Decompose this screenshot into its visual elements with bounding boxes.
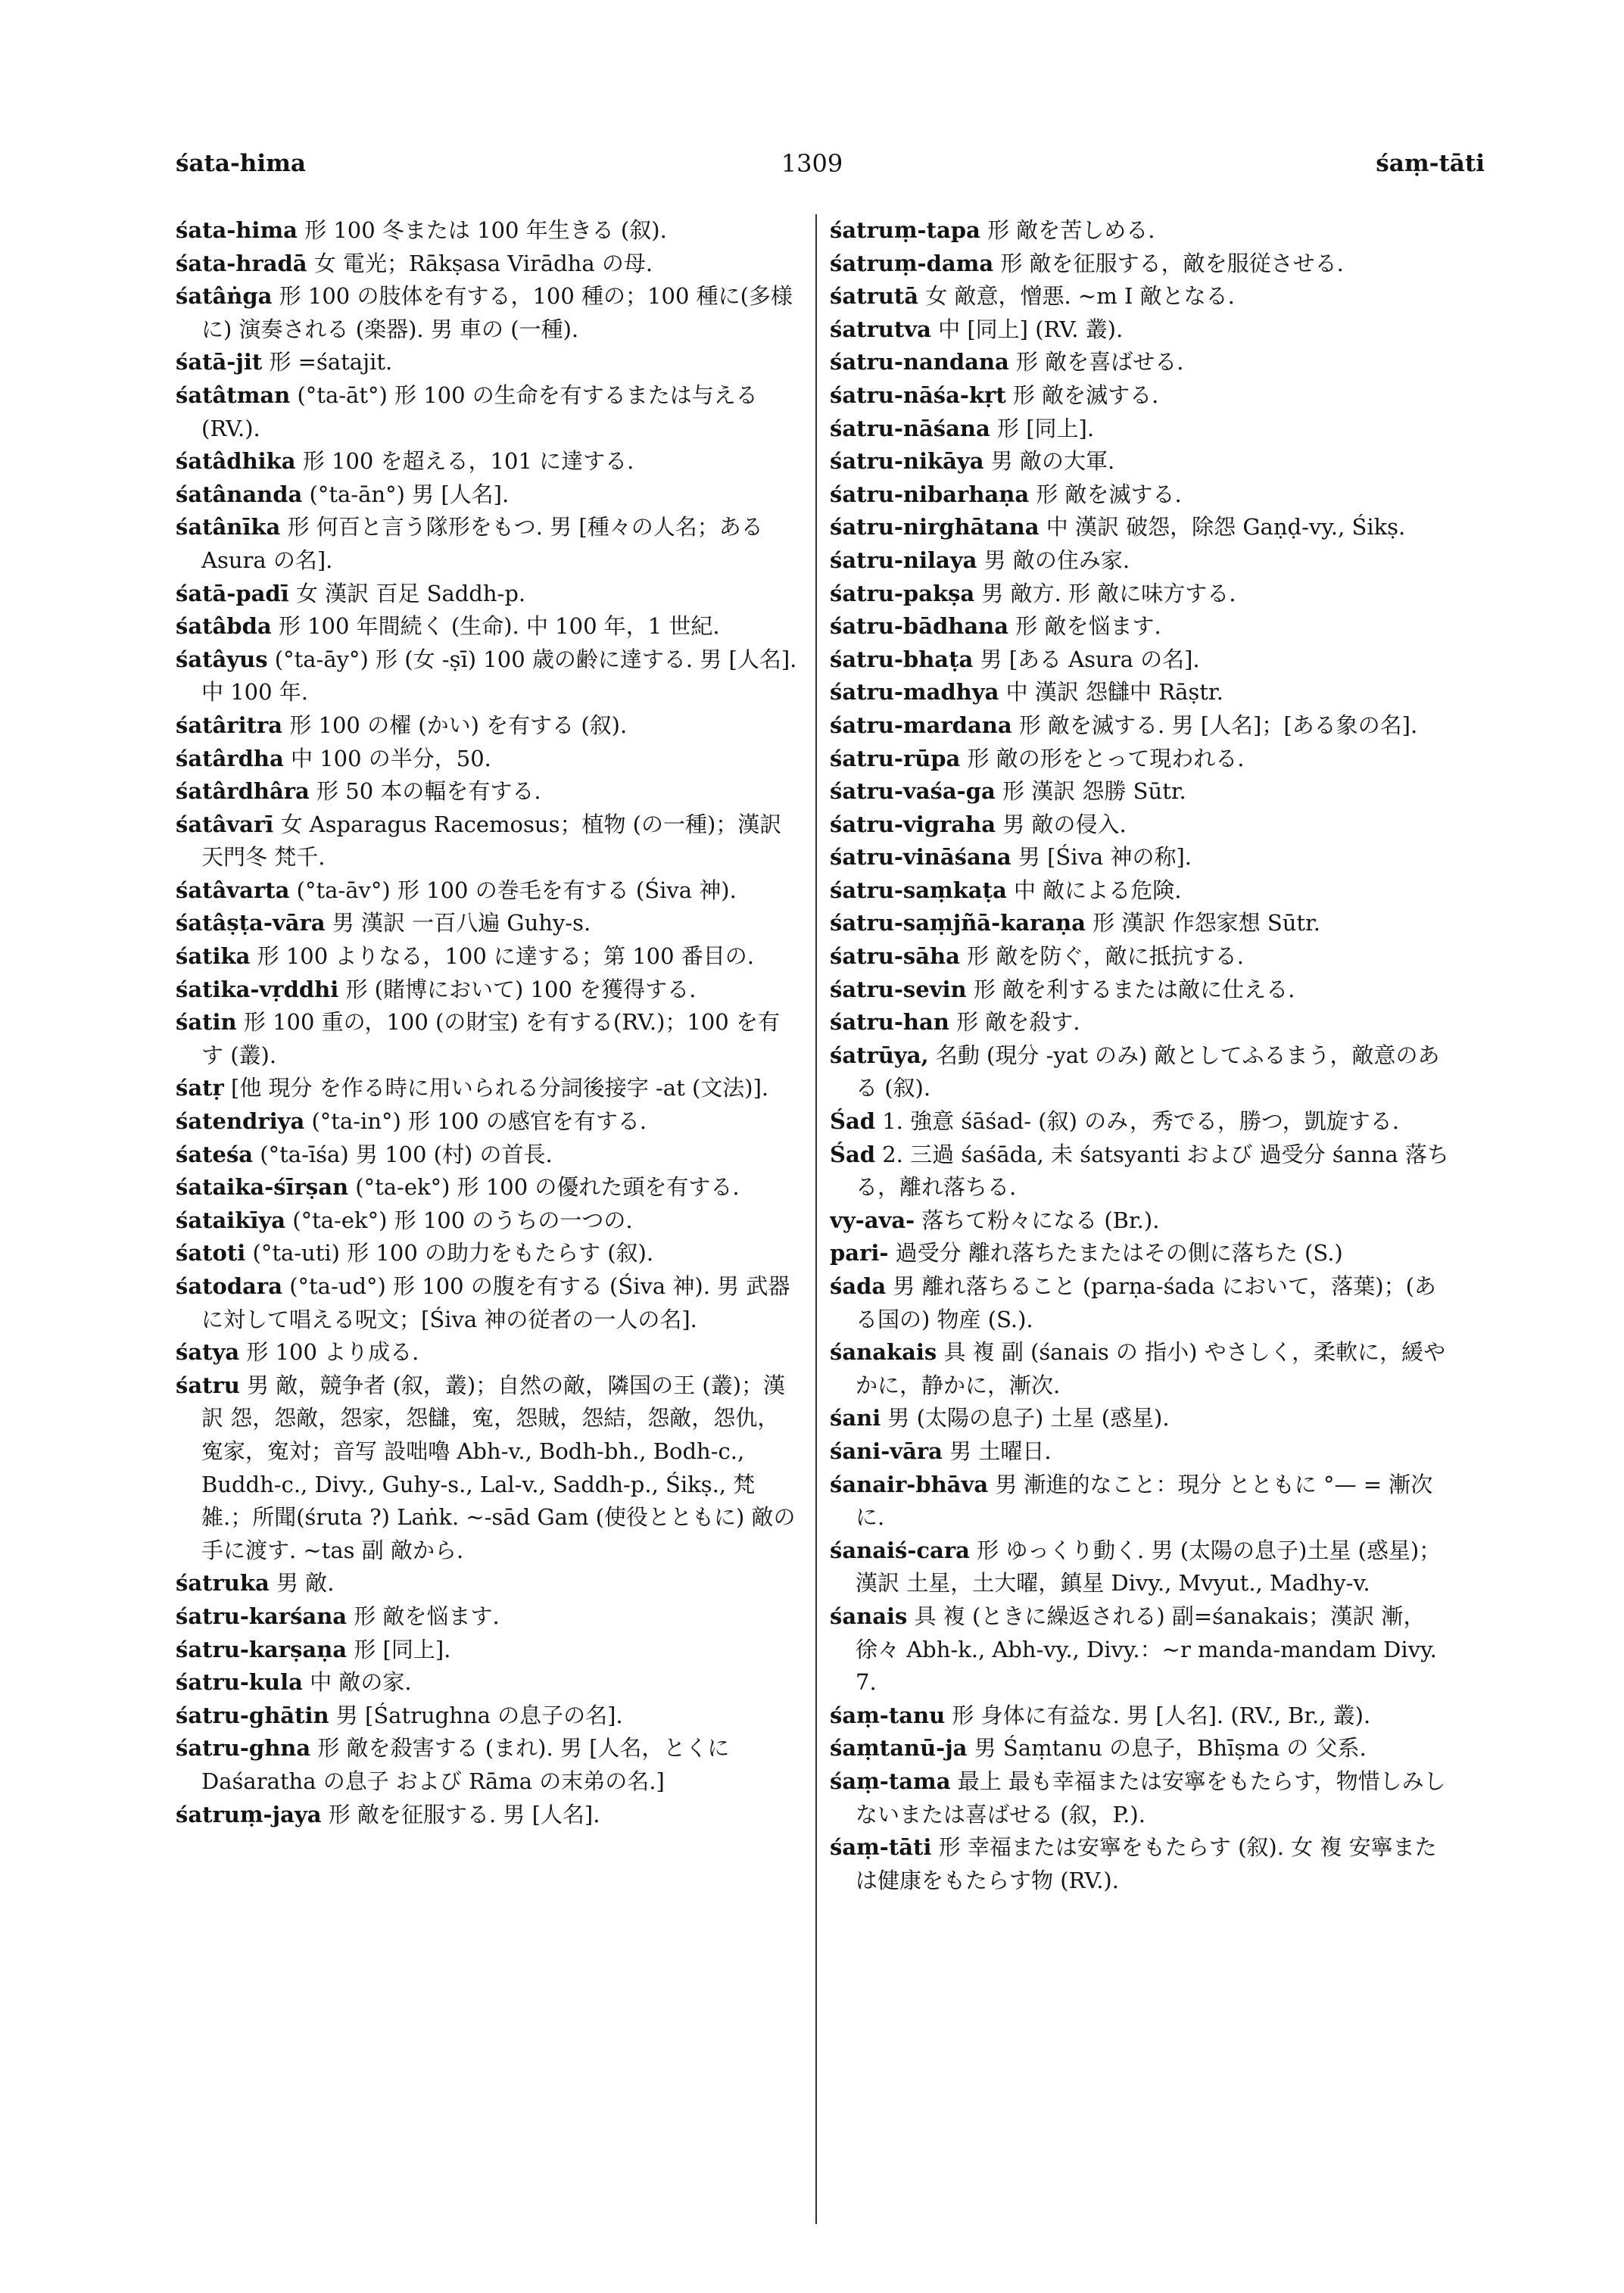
entry-definition: 形 100 よりなる，100 に達する；第 100 番目の.: [250, 943, 755, 970]
dictionary-entry: [176, 248, 801, 281]
entry-headword: śatru-sāha: [830, 943, 960, 970]
entry-definition: (°ta-āt°) 形 100 の生命を有するまたは与える (RV.).: [201, 382, 758, 441]
column-divider: [815, 214, 817, 2224]
entry-definition: 形 敵を征服する. 男 [人名].: [321, 1801, 600, 1827]
entry-definition: 男 敵の住み家.: [977, 547, 1130, 573]
dictionary-entry: [176, 610, 801, 643]
dictionary-entry: [176, 1072, 801, 1105]
entry-headword: śatru: [176, 1372, 240, 1398]
dictionary-entry: [830, 743, 1457, 776]
dictionary-entry: [176, 1567, 801, 1600]
entry-headword: śatika-vṛddhi: [176, 976, 339, 1002]
entry-definition: (°ta-āv°) 形 100 の巻毛を有する (Śiva 神).: [289, 877, 737, 903]
dictionary-entry: [176, 874, 801, 908]
entry-headword: śatoti: [176, 1240, 246, 1266]
dictionary-entry: [830, 974, 1457, 1007]
dictionary-entry: [176, 1699, 801, 1733]
dictionary-entry: [176, 1105, 801, 1139]
entry-headword: śatru-ghna: [176, 1735, 311, 1762]
dictionary-entry: [176, 346, 801, 379]
dictionary-entry: [176, 214, 801, 248]
entry-definition: 形 敵を滅する.: [1005, 382, 1159, 408]
page-number: 1309: [781, 149, 843, 178]
entry-definition: 形 50 本の輻を有する.: [309, 778, 541, 805]
entry-headword: śatruṃ-dama: [830, 250, 994, 276]
dictionary-entry: [830, 1039, 1457, 1105]
dictionary-entry: [176, 709, 801, 743]
entry-headword: śatru-pakṣa: [830, 580, 975, 606]
dictionary-entry: [830, 346, 1457, 379]
entry-headword: śatâṅga: [176, 283, 273, 310]
entry-headword: śatru-ghātin: [176, 1702, 329, 1728]
dictionary-entry: [176, 1799, 801, 1832]
running-head-right: śaṃ-tāti: [1376, 150, 1485, 177]
dictionary-entry: [176, 1270, 801, 1336]
entry-definition: 形 (賭博において) 100 を獲得する.: [338, 976, 697, 1002]
dictionary-entry: [830, 1139, 1457, 1204]
dictionary-entry: [176, 478, 801, 512]
entry-definition: 形 何百と言う隊形をもつ. 男 [種々の人名；ある Asura の名].: [201, 514, 763, 573]
entry-headword: śatânanda: [176, 481, 303, 507]
dictionary-entry: [830, 413, 1457, 446]
dictionary-entry: [830, 511, 1457, 544]
entry-headword: śatru-nibarhaṇa: [830, 481, 1030, 507]
entry-definition: 中 漢訳 怨讎中 Rāṣtr.: [999, 679, 1223, 706]
dictionary-entry: [830, 1006, 1457, 1039]
dictionary-entry: [830, 1336, 1457, 1402]
entry-headword: śatru-nandana: [830, 349, 1009, 375]
entry-definition: (°ta-āy°) 形 (女 -ṣī) 100 歳の齢に達する. 男 [人名]. 中 100 年.: [201, 646, 797, 706]
dictionary-entry: [176, 940, 801, 974]
entry-definition: 形 敵を悩ます.: [1008, 613, 1161, 640]
entry-headword: śanaiś-cara: [830, 1537, 970, 1563]
dictionary-entry: [830, 907, 1457, 940]
dictionary-entry: [176, 578, 801, 611]
dictionary-entry: [176, 1634, 801, 1667]
entry-definition: 形 敵を利するまたは敵に仕える.: [966, 976, 1295, 1002]
entry-headword: śatya: [176, 1339, 240, 1366]
entry-definition: (°ta-ek°) 形 100 のうちの一つの.: [285, 1207, 633, 1233]
entry-headword: śanair-bhāva: [830, 1471, 989, 1497]
dictionary-entry: [176, 511, 801, 577]
entry-headword: śatru-sevin: [830, 976, 967, 1002]
entry-definition: 形 敵の形をとって現われる.: [960, 745, 1245, 771]
entry-definition: 形 敵を防ぐ，敵に抵抗する.: [959, 943, 1244, 970]
entry-headword: śatruka: [176, 1570, 270, 1597]
entry-headword: śatâbda: [176, 613, 272, 640]
dictionary-entry: [830, 709, 1457, 743]
entry-headword: śatârdha: [176, 745, 284, 771]
entry-definition: 男 漸進的なこと：現分 とともに °— = 漸次に.: [856, 1471, 1433, 1531]
entry-definition: 形 ゆっくり動く. 男 (太陽の息子)土星 (惑星)；漢訳 土星，土大曜，鎮星 Divy., Mvyut., Madhy-v.: [856, 1537, 1442, 1597]
dictionary-entry: [830, 1699, 1457, 1733]
entry-definition: 男 [Śatrughna の息子の名].: [329, 1702, 623, 1728]
entry-headword: śani: [830, 1405, 881, 1432]
dictionary-entry: [176, 974, 801, 1007]
entry-definition: 形 漢訳 怨勝 Sūtr.: [995, 778, 1186, 805]
entry-definition: 中 敵による危険.: [1006, 877, 1182, 903]
dictionary-entry: [830, 214, 1457, 248]
entry-definition: 男 漢訳 一百八遍 Guhy-s.: [325, 910, 591, 936]
dictionary-entry: [830, 1831, 1457, 1897]
entry-definition: 男 Śaṃtanu の息子，Bhīṣma の 父系.: [967, 1735, 1367, 1762]
entry-headword: śatru-madhya: [830, 679, 999, 706]
entry-headword: śatru-bhaṭa: [830, 646, 974, 672]
entry-definition: 形 敵を喜ばせる.: [1008, 349, 1184, 375]
entry-headword: śatru-kula: [176, 1669, 303, 1696]
entry-definition: 最上 最も幸福または安寧をもたらす，物惜しみしないまたは喜ばせる (叙，P.).: [856, 1768, 1446, 1827]
dictionary-entry: [830, 1204, 1457, 1238]
dictionary-entry: [176, 445, 801, 478]
entry-headword: śatodara: [176, 1273, 282, 1299]
entry-definition: 形 [同上].: [347, 1636, 451, 1662]
entry-definition: 具 複 副 (śanais の 指小) やさしく，柔軟に，緩やかに，静かに，漸次.: [856, 1339, 1446, 1398]
dictionary-entry: [176, 1006, 801, 1072]
dictionary-entry: [176, 743, 801, 776]
dictionary-entry: [176, 1732, 801, 1798]
entry-definition: 形 =śatajit.: [262, 349, 393, 375]
dictionary-entry: [830, 280, 1457, 313]
entry-definition: 形 敵を征服する，敵を服従させる.: [993, 250, 1344, 276]
entry-headword: śataika-śīrṣan: [176, 1174, 349, 1201]
dictionary-entry: [830, 775, 1457, 808]
entry-definition: 中 敵の家.: [302, 1669, 412, 1696]
entry-headword: śatrutva: [830, 316, 931, 342]
dictionary-entry: [830, 379, 1457, 413]
entry-headword: śatârdhâra: [176, 778, 310, 805]
entry-definition: 具 複 (ときに繰返される) 副=śanakais；漢訳 漸，徐々 Abh-k., Abh-vy., Divy.：~r manda-mandam Divy. 7.: [856, 1603, 1437, 1696]
entry-headword: śatru-saṃkaṭa: [830, 877, 1007, 903]
entry-headword: śatin: [176, 1009, 237, 1036]
entry-definition: 落ちて粉々になる (Br.).: [915, 1207, 1160, 1233]
entry-definition: 男 土曜日.: [942, 1438, 1052, 1464]
entry-headword: śatru-vaśa-ga: [830, 778, 996, 805]
entry-definition: (°ta-īśa) 男 100 (村) の首長.: [253, 1141, 553, 1167]
entry-definition: 形 幸福または安寧をもたらす (叙). 女 複 安寧または健康をもたらす物 (RV.).: [856, 1834, 1437, 1893]
entry-headword: śatâvarta: [176, 877, 290, 903]
dictionary-entry: [830, 874, 1457, 908]
entry-headword: śatânīka: [176, 514, 281, 541]
entry-definition: 男 敵の大軍.: [983, 448, 1115, 475]
entry-definition: 男 敵.: [269, 1570, 335, 1597]
dictionary-entry: [830, 676, 1457, 709]
entry-definition: 男 敵，競争者 (叙，叢)；自然の敵，隣国の王 (叢)；漢訳 怨，怨敵，怨家，怨讎，寃，怨賊，怨結，怨敵，怨仇，寃家，寃対；音写 設咄嚕 Abh-v., Bodh-bh., Bodh-c., Buddh-c., Divy., Guhy-s., Lal-v., Saddh-p., Śikṣ., 梵雑.；所聞(śruta ?) Laṅk. ~-sād Gam (使役とともに) 敵の手に渡す. ~tas 副 敵から.: [201, 1372, 796, 1563]
entry-headword: śatrutā: [830, 283, 919, 310]
dictionary-entry: [830, 610, 1457, 643]
entry-headword: śata-hima: [176, 217, 298, 243]
entry-definition: (°ta-ān°) 男 [人名].: [302, 481, 510, 507]
dictionary-entry: [830, 445, 1457, 478]
entry-headword: śanais: [830, 1603, 908, 1629]
entry-definition: 中 漢訳 破怨，除怨 Gaṇḍ-vy., Śikṣ.: [1039, 514, 1406, 541]
entry-definition: 形 敵を殺す.: [949, 1009, 1080, 1036]
entry-definition: 男 [ある Asura の名].: [973, 646, 1200, 672]
dictionary-entry: [176, 379, 801, 445]
dictionary-entry: [176, 775, 801, 808]
entry-definition: 女 漢訳 百足 Saddh-p.: [288, 580, 526, 606]
running-head-left: śata-hima: [176, 150, 307, 177]
entry-headword: śaṃ-tāti: [830, 1834, 932, 1861]
entry-headword: śatru-karśana: [176, 1603, 348, 1629]
entry-definition: 形 敵を殺害する (まれ). 男 [人名，とくに Daśaratha の息子 および Rāma の末弟の名.]: [201, 1735, 730, 1794]
entry-definition: 男 敵方. 形 敵に味方する.: [974, 580, 1236, 606]
entry-headword: śatru-nilaya: [830, 547, 977, 573]
entry-definition: (°ta-uti) 形 100 の助力をもたらす (叙).: [245, 1240, 654, 1266]
entry-headword: śateśa: [176, 1141, 254, 1167]
dictionary-entry: [176, 1204, 801, 1238]
entry-definition: 形 敵を苦しめる.: [980, 217, 1155, 243]
dictionary-entry: [830, 1732, 1457, 1765]
dictionary-entry: [176, 1666, 801, 1699]
entry-headword: śatṛ: [176, 1075, 224, 1101]
entry-definition: [他 現分 を作る時に用いられる分詞後接字 -at (文法)].: [223, 1075, 769, 1101]
entry-headword: śanakais: [830, 1339, 937, 1366]
dictionary-entry: [830, 643, 1457, 677]
dictionary-entry: [830, 1765, 1457, 1831]
entry-definition: 形 100 の櫂 (かい) を有する (叙).: [282, 712, 628, 738]
entry-headword: Śad: [830, 1108, 876, 1135]
entry-definition: 形 敵を滅する.: [1029, 481, 1182, 507]
dictionary-entry: [830, 248, 1457, 281]
entry-headword: śatruṃ-tapa: [830, 217, 980, 243]
entry-headword: śatâtman: [176, 382, 291, 408]
dictionary-entry: [176, 808, 801, 874]
entry-definition: 形 敵を滅する. 男 [人名]；[ある象の名].: [1011, 712, 1418, 738]
entry-headword: vy-ava-: [830, 1207, 915, 1233]
entry-headword: śatika: [176, 943, 251, 970]
dictionary-entry: [830, 1237, 1457, 1270]
entry-headword: śatru-vigraha: [830, 811, 996, 837]
entry-headword: śaṃ-tama: [830, 1768, 951, 1794]
dictionary-entry: [176, 1237, 801, 1270]
dictionary-entry: [830, 478, 1457, 512]
entry-headword: śatâvarī: [176, 811, 274, 837]
dictionary-entry: [830, 1469, 1457, 1534]
entry-definition: 形 100 冬または 100 年生きる (叙).: [297, 217, 667, 243]
entry-headword: śatru-han: [830, 1009, 949, 1036]
entry-definition: 形 100 年間続く (生命). 中 100 年，1 世紀.: [271, 613, 720, 640]
entry-definition: 過受分 離れ落ちたまたはその側に落ちた (S.): [888, 1240, 1343, 1266]
entry-definition: 中 100 の半分，50.: [283, 745, 491, 771]
entry-definition: 女 Asparagus Racemosus；植物 (の一種)；漢訳 天門冬 梵千.: [201, 811, 782, 871]
entry-headword: śatru-bādhana: [830, 613, 1009, 640]
entry-headword: śaṃ-tanu: [830, 1702, 946, 1728]
entry-definition: 男 敵の侵入.: [996, 811, 1127, 837]
entry-definition: (°ta-ud°) 形 100 の腹を有する (Śiva 神). 男 武器に対して唱える呪文；[Śiva 神の従者の一人の名].: [201, 1273, 790, 1332]
entry-definition: 男 (太陽の息子) 土星 (惑星).: [881, 1405, 1170, 1432]
entry-headword: śatru-karṣaṇa: [176, 1636, 348, 1662]
dictionary-entry: [830, 1402, 1457, 1435]
entry-definition: 形 100 を超える，101 に達する.: [295, 448, 634, 475]
entry-headword: śatru-nirghātana: [830, 514, 1040, 541]
entry-headword: śatâritra: [176, 712, 283, 738]
entry-headword: śada: [830, 1273, 887, 1299]
dictionary-entry: [830, 313, 1457, 347]
entry-headword: śataikīya: [176, 1207, 286, 1233]
dictionary-entry: [176, 907, 801, 940]
entry-headword: śatā-jit: [176, 349, 263, 375]
entry-definition: 名動 (現分 -yat のみ) 敵としてふるまう，敵意のある (叙).: [856, 1042, 1440, 1101]
entry-definition: 形 漢訳 作怨家想 Sūtr.: [1085, 910, 1320, 936]
entry-definition: 男 [Śiva 神の称].: [1011, 844, 1192, 871]
dictionary-entry: [176, 1600, 801, 1634]
dictionary-entry: [830, 1105, 1457, 1139]
entry-headword: śatendriya: [176, 1108, 305, 1135]
entry-definition: 形 [同上].: [990, 415, 1095, 441]
dictionary-entry: [830, 841, 1457, 874]
entry-headword: śatru-mardana: [830, 712, 1012, 738]
entry-headword: śaṃtanū-ja: [830, 1735, 968, 1762]
page-header: [0, 0, 1624, 189]
dictionary-entry: [830, 578, 1457, 611]
entry-definition: 男 離れ落ちること (parṇa-śada において，落葉)；(ある国の) 物産 (S.).: [856, 1273, 1436, 1332]
dictionary-entry: [830, 1534, 1457, 1600]
dictionary-entry: [176, 1139, 801, 1172]
entry-definition: 形 100 重の，100 (の財宝) を有する(RV.)；100 を有す (叢).: [201, 1009, 780, 1068]
entry-headword: śatru-saṃjñā-karaṇa: [830, 910, 1086, 936]
entry-headword: śatru-nāśana: [830, 415, 990, 441]
entry-headword: śatrūya,: [830, 1042, 929, 1068]
dictionary-entry: [830, 1270, 1457, 1336]
entry-headword: śatā-padī: [176, 580, 289, 606]
entry-headword: pari-: [830, 1240, 889, 1266]
entry-definition: 女 電光；Rākṣasa Virādha の母.: [307, 250, 653, 276]
dictionary-entry: [176, 280, 801, 346]
entry-headword: śatâdhika: [176, 448, 296, 475]
entry-definition: 形 100 の肢体を有する，100 種の；100 種に(多様に) 演奏される (楽器). 男 車の (一種).: [201, 283, 793, 342]
dictionary-entry: [830, 808, 1457, 842]
entry-headword: śatru-rūpa: [830, 745, 961, 771]
left-column: [176, 214, 801, 2243]
dictionary-entry: [176, 1369, 801, 1568]
right-column: [830, 214, 1457, 2243]
entry-definition: (°ta-ek°) 形 100 の優れた頭を有する.: [348, 1174, 740, 1201]
entry-headword: śatru-nikāya: [830, 448, 984, 475]
dictionary-entry: [830, 1435, 1457, 1469]
dictionary-entry: [176, 643, 801, 709]
dictionary-entry: [830, 940, 1457, 974]
entry-headword: śatâyus: [176, 646, 268, 672]
dictionary-entry: [176, 1336, 801, 1369]
entry-definition: 形 身体に有益な. 男 [人名]. (RV., Br., 叢).: [945, 1702, 1371, 1728]
dictionary-entry: [830, 544, 1457, 578]
entry-definition: 形 100 より成る.: [239, 1339, 419, 1366]
entry-headword: Śad: [830, 1141, 876, 1167]
entry-definition: 中 [同上] (RV. 叢).: [930, 316, 1124, 342]
entry-definition: (°ta-in°) 形 100 の感官を有する.: [304, 1108, 647, 1135]
entry-definition: 2. 三過 śaśāda, 未 śatsyanti および 過受分 śanna 落ちる，離れ落ちる.: [856, 1141, 1449, 1201]
entry-headword: śata-hradā: [176, 250, 307, 276]
entry-headword: śani-vāra: [830, 1438, 943, 1464]
entry-headword: śatâṣṭa-vāra: [176, 910, 326, 936]
entry-headword: śatru-vināśana: [830, 844, 1011, 871]
dictionary-entry: [830, 1600, 1457, 1699]
entry-definition: 形 敵を悩ます.: [347, 1603, 500, 1629]
entry-headword: śatru-nāśa-kṛt: [830, 382, 1006, 408]
dictionary-entry: [176, 1171, 801, 1204]
entry-headword: śatruṃ-jaya: [176, 1801, 322, 1827]
entry-definition: 1. 強意 śāśad- (叙) のみ，秀でる，勝つ，凱旋する.: [875, 1108, 1399, 1135]
entry-definition: 女 敵意，憎悪. ~m I 敵となる.: [918, 283, 1235, 310]
